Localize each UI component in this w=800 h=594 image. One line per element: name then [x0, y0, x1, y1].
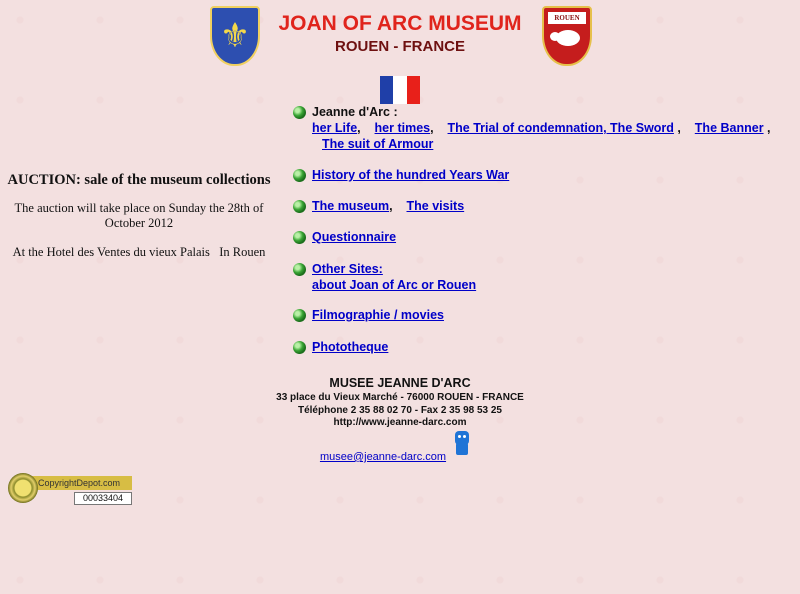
nav-history — [293, 167, 509, 183]
green-bullet-icon — [293, 341, 306, 354]
link-questionnaire[interactable]: Questionnaire — [312, 230, 397, 244]
robot-mail-icon[interactable] — [453, 431, 471, 455]
flag-red-band — [407, 76, 420, 104]
link-the-visits[interactable]: The visits — [406, 199, 465, 213]
green-bullet-icon — [293, 263, 306, 276]
link-her-times[interactable]: her times — [374, 121, 431, 135]
email-link[interactable]: musee@jeanne-darc.com — [319, 451, 447, 463]
auction-date: The auction will take place on Sunday the 28th of October 2012 — [14, 201, 264, 230]
badge-number: 00033404 — [74, 492, 132, 505]
nav-other-sites — [293, 261, 476, 293]
link-other-sites-sub[interactable]: about Joan of Arc or Rouen — [312, 278, 477, 292]
link-banner[interactable]: The Banner — [694, 121, 764, 135]
museum-phone: Téléphone 2 35 88 02 70 - Fax 2 35 98 53 25 — [297, 405, 502, 416]
auction-heading: AUCTION: sale of the museum collections — [7, 172, 271, 188]
green-bullet-icon — [293, 106, 306, 119]
green-bullet-icon — [293, 200, 306, 213]
shield-banner: ROUEN — [548, 12, 586, 24]
nav-jeanne-label: Jeanne d'Arc : — [312, 105, 398, 119]
email-row — [183, 447, 583, 465]
link-other-sites[interactable]: Other Sites: — [312, 262, 383, 276]
french-flag-icon — [380, 76, 420, 104]
nav-phototheque — [293, 339, 388, 355]
page-title: JOAN OF ARC MUSEUM — [278, 12, 522, 35]
nav-filmography — [293, 307, 444, 323]
link-her-life[interactable]: her Life — [312, 121, 358, 135]
page-subtitle: ROUEN - FRANCE — [335, 38, 465, 55]
copyright-seal-icon — [8, 473, 38, 503]
green-bullet-icon — [293, 169, 306, 182]
flag-blue-band — [380, 76, 393, 104]
robot-eye — [458, 435, 461, 438]
robot-body — [456, 443, 468, 455]
auction-location: At the Hotel des Ventes du vieux Palais In Rouen — [12, 245, 266, 259]
nav-jeanne-darc: Jeanne d'Arc : her Life, her times, The Trial of condemnation, The Sword , The Banner , The suit of Armour — [293, 104, 771, 152]
fleur-de-lis-icon: ⚜ — [219, 16, 251, 56]
copyright-depot-badge[interactable] — [8, 473, 132, 503]
badge-text: CopyrightDepot.com — [32, 476, 132, 490]
link-suit-of-armour[interactable]: The suit of Armour — [322, 137, 434, 151]
nav-questionnaire — [293, 229, 396, 245]
flag-white-band — [393, 76, 406, 104]
link-the-museum[interactable]: The museum — [312, 199, 390, 213]
museum-name: MUSEE JEANNE D'ARC — [329, 376, 471, 390]
robot-eye — [463, 435, 466, 438]
green-bullet-icon — [293, 309, 306, 322]
link-history-hundred-years-war[interactable]: History of the hundred Years War — [312, 168, 510, 182]
museum-address: 33 place du Vieux Marché - 76000 ROUEN - FRANCE — [276, 392, 524, 403]
link-phototheque[interactable]: Phototheque — [312, 340, 389, 354]
link-trial-sword[interactable]: The Trial of condemnation, The Sword — [447, 121, 674, 135]
nav-museum: The museum, The visits — [293, 198, 464, 214]
museum-url: http://www.jeanne-darc.com — [333, 417, 467, 428]
green-bullet-icon — [293, 231, 306, 244]
link-filmography[interactable]: Filmographie / movies — [312, 308, 444, 322]
